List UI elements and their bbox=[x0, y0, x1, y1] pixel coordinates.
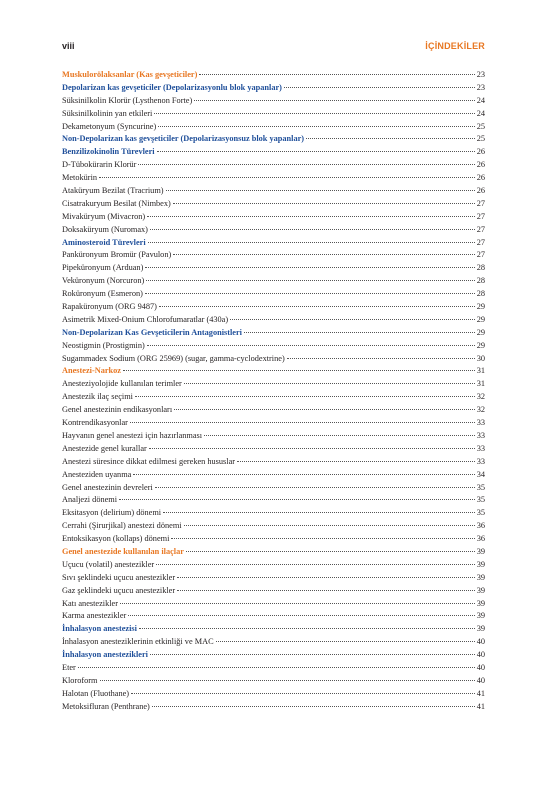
dot-leader bbox=[130, 421, 475, 423]
toc-entry[interactable] bbox=[62, 701, 485, 714]
dot-leader bbox=[244, 331, 475, 333]
toc-entry[interactable] bbox=[62, 688, 485, 701]
toc-entry[interactable] bbox=[62, 327, 485, 340]
dot-leader bbox=[133, 473, 474, 475]
toc-entry-title: Eksitasyon (delirium) dönemi bbox=[62, 508, 162, 518]
dot-leader bbox=[287, 357, 475, 359]
toc-entry-page: 26 bbox=[476, 173, 485, 183]
dot-leader bbox=[146, 279, 474, 281]
toc-entry[interactable] bbox=[62, 82, 485, 95]
toc-entry-title: Genel anestezinin devreleri bbox=[62, 482, 153, 492]
toc-entry-title: Cisatrakuryum Besilat (Nimbex) bbox=[62, 198, 171, 208]
toc-entry-page: 26 bbox=[476, 186, 485, 196]
toc-entry-page: 34 bbox=[476, 469, 485, 479]
toc-entry-title: Süksinilkolinin yan etkileri bbox=[62, 108, 153, 118]
toc-entry[interactable] bbox=[62, 417, 485, 430]
toc-entry-page: 32 bbox=[476, 392, 485, 402]
toc-entry-page: 39 bbox=[476, 546, 485, 556]
toc-entry[interactable] bbox=[62, 378, 485, 391]
dot-leader bbox=[154, 112, 474, 114]
toc-entry-title: Veküronyum (Norcuron) bbox=[62, 276, 145, 286]
toc-entry-title: Depolarizan kas gevşeticiler (Depolarizasyonlu blok yapanlar) bbox=[62, 82, 282, 92]
dot-leader bbox=[158, 125, 474, 127]
toc-entry-title: Muskulorölaksanlar (Kas gevşeticiler) bbox=[62, 70, 198, 79]
toc-entry[interactable] bbox=[62, 662, 485, 675]
toc-entry-page: 35 bbox=[476, 495, 485, 505]
dot-leader bbox=[174, 408, 475, 410]
toc-entry[interactable] bbox=[62, 198, 485, 211]
toc-entry-page: 39 bbox=[476, 559, 485, 569]
toc-entry[interactable] bbox=[62, 301, 485, 314]
toc-entry-title: Rapaküronyum (ORG 9487) bbox=[62, 302, 157, 312]
toc-entry-title: Neostigmin (Prostigmin) bbox=[62, 340, 145, 350]
toc-entry[interactable] bbox=[62, 69, 485, 82]
toc-entry[interactable] bbox=[62, 598, 485, 611]
dot-leader bbox=[284, 86, 475, 88]
toc-entry-page: 28 bbox=[476, 263, 485, 273]
toc-entry-title: Sıvı şeklindeki uçucu anestezikler bbox=[62, 572, 176, 582]
toc-entry-page: 39 bbox=[476, 598, 485, 608]
dot-leader bbox=[149, 447, 475, 449]
toc-entry-title: Hayvanın genel anestezi için hazırlanması bbox=[62, 430, 203, 440]
toc-entry-page: 33 bbox=[476, 443, 485, 453]
toc-entry-title: Metoksifluran (Penthrane) bbox=[62, 701, 150, 711]
toc-entry[interactable] bbox=[62, 456, 485, 469]
toc-entry[interactable] bbox=[62, 572, 485, 585]
toc-entry-page: 40 bbox=[476, 662, 485, 672]
dot-leader bbox=[119, 498, 475, 500]
toc-entry-title: Katı anestezikler bbox=[62, 598, 118, 608]
toc-entry[interactable] bbox=[62, 533, 485, 546]
toc-entry[interactable] bbox=[62, 211, 485, 224]
toc-entry-page: 27 bbox=[476, 224, 485, 234]
dot-leader bbox=[173, 253, 474, 255]
dot-leader bbox=[163, 511, 475, 513]
toc-entry[interactable] bbox=[62, 482, 485, 495]
dot-leader bbox=[135, 395, 475, 397]
dot-leader bbox=[152, 705, 475, 707]
toc-entry[interactable] bbox=[62, 623, 485, 636]
toc-entry-page: 39 bbox=[476, 624, 485, 634]
toc-entry-title: Genel anestezide kullanılan ilaçlar bbox=[62, 546, 184, 556]
toc-entry-page: 29 bbox=[476, 327, 485, 337]
toc-entry-page: 35 bbox=[476, 508, 485, 518]
dot-leader bbox=[100, 679, 475, 681]
toc-entry[interactable] bbox=[62, 121, 485, 134]
dot-leader bbox=[184, 382, 475, 384]
toc-entry-title: Pipeküronyum (Arduan) bbox=[62, 263, 144, 273]
toc-entry[interactable] bbox=[62, 675, 485, 688]
toc-entry-title: Ataküryum Bezilat (Tracrium) bbox=[62, 186, 164, 196]
toc-entry-title: Benzilizokinolin Türevleri bbox=[62, 147, 155, 157]
toc-entry[interactable] bbox=[62, 636, 485, 649]
toc-entry[interactable] bbox=[62, 507, 485, 520]
dot-leader bbox=[184, 524, 475, 526]
toc-entry-title: Anesteziyolojide kullanılan terimler bbox=[62, 379, 182, 389]
dot-leader bbox=[131, 692, 475, 694]
dot-leader bbox=[177, 589, 475, 591]
toc-entry[interactable] bbox=[62, 520, 485, 533]
toc-entry-page: 28 bbox=[476, 289, 485, 299]
toc-entry-page: 41 bbox=[476, 701, 485, 711]
toc-entry-title: Cerrahi (Şirurjikal) anestezi dönemi bbox=[62, 521, 182, 531]
dot-leader bbox=[237, 460, 475, 462]
toc-entry-page: 33 bbox=[476, 456, 485, 466]
toc-entry[interactable] bbox=[62, 262, 485, 275]
toc-entry-page: 36 bbox=[476, 534, 485, 544]
dot-leader bbox=[177, 576, 475, 578]
toc-entry-page: 23 bbox=[476, 82, 485, 92]
toc-entry-title: Kloroform bbox=[62, 675, 98, 685]
toc-entry-page: 23 bbox=[476, 70, 485, 79]
toc-entry-page: 35 bbox=[476, 482, 485, 492]
toc-entry[interactable] bbox=[62, 585, 485, 598]
toc-entry-page: 25 bbox=[476, 134, 485, 144]
toc-entry-title: Anesteziden uyanma bbox=[62, 469, 132, 479]
dot-leader bbox=[138, 163, 474, 165]
toc-entry[interactable] bbox=[62, 610, 485, 623]
toc-entry-title: Aminosteroid Türevleri bbox=[62, 237, 146, 247]
toc-entry-page: 28 bbox=[476, 276, 485, 286]
dot-leader bbox=[145, 292, 475, 294]
toc-entry-page: 27 bbox=[476, 211, 485, 221]
toc-entry[interactable] bbox=[62, 404, 485, 417]
dot-leader bbox=[159, 305, 475, 307]
toc-entry-page: 33 bbox=[476, 430, 485, 440]
toc-entry-page: 32 bbox=[476, 405, 485, 415]
dot-leader bbox=[155, 486, 475, 488]
toc-entry-title: Anestezi süresince dikkat edilmesi gereken hususlar bbox=[62, 456, 236, 466]
dot-leader bbox=[230, 318, 475, 320]
toc-entry[interactable] bbox=[62, 95, 485, 108]
toc-entry-page: 33 bbox=[476, 418, 485, 428]
toc-entry-title: Roküronyum (Esmeron) bbox=[62, 289, 143, 299]
toc-entry[interactable] bbox=[62, 314, 485, 327]
toc-entry[interactable] bbox=[62, 224, 485, 237]
toc-entry[interactable] bbox=[62, 185, 485, 198]
dot-leader bbox=[156, 563, 475, 565]
toc-entry-title: Asimetrik Mixed-Onium Chlorofumaratlar (430a) bbox=[62, 314, 229, 324]
dot-leader bbox=[145, 266, 474, 268]
toc-entry-title: Mivaküryum (Mivacron) bbox=[62, 211, 146, 221]
dot-leader bbox=[123, 369, 475, 371]
dot-leader bbox=[139, 627, 475, 629]
toc-entry-page: 27 bbox=[476, 198, 485, 208]
toc-entry[interactable] bbox=[62, 159, 485, 172]
toc-entry-title: Non-Depolarizan Kas Gevşeticilerin Antagonistleri bbox=[62, 327, 242, 337]
toc-entry-title: Gaz şeklindeki uçucu anestezikler bbox=[62, 585, 176, 595]
toc-entry-title: Kontrendikasyonlar bbox=[62, 418, 128, 428]
toc-entry-page: 31 bbox=[476, 379, 485, 389]
toc-entry-title: D-Tübokürarin Klorür bbox=[62, 160, 137, 170]
toc-entry-page: 39 bbox=[476, 585, 485, 595]
toc-entry-page: 29 bbox=[476, 302, 485, 312]
dot-leader bbox=[147, 215, 475, 217]
running-title: İÇİNDEKİLER bbox=[425, 41, 485, 51]
toc-entry-title: Uçucu (volatil) anestezikler bbox=[62, 559, 155, 569]
toc-entry-title: Anestezi-Narkoz bbox=[62, 366, 121, 376]
toc-entry-title: İnhalasyon anestezikleri bbox=[62, 650, 148, 660]
toc-entry-page: 27 bbox=[476, 250, 485, 260]
table-of-contents bbox=[62, 69, 485, 714]
toc-entry-title: Süksinilkolin Klorür (Lysthenon Forte) bbox=[62, 95, 193, 105]
toc-entry-page: 36 bbox=[476, 521, 485, 531]
toc-entry[interactable] bbox=[62, 108, 485, 121]
toc-entry[interactable] bbox=[62, 365, 485, 378]
toc-entry[interactable] bbox=[62, 353, 485, 366]
toc-entry-title: Karma anestezikler bbox=[62, 611, 127, 621]
dot-leader bbox=[194, 99, 474, 101]
toc-entry[interactable] bbox=[62, 133, 485, 146]
toc-entry-title: Non-Depolarizan kas gevşeticiler (Depolarizasyonsuz blok yapanlar) bbox=[62, 134, 305, 144]
toc-entry-page: 41 bbox=[476, 688, 485, 698]
toc-entry-page: 31 bbox=[476, 366, 485, 376]
toc-entry[interactable] bbox=[62, 430, 485, 443]
toc-entry[interactable] bbox=[62, 288, 485, 301]
dot-leader bbox=[186, 550, 475, 552]
toc-entry-title: Anestezik ilaç seçimi bbox=[62, 392, 133, 402]
toc-entry-page: 25 bbox=[476, 121, 485, 131]
toc-entry-page: 24 bbox=[476, 95, 485, 105]
dot-leader bbox=[150, 228, 475, 230]
toc-entry[interactable] bbox=[62, 469, 485, 482]
toc-entry[interactable] bbox=[62, 546, 485, 559]
toc-entry-title: İnhalasyon anesteziklerinin etkinliği ve MAC bbox=[62, 637, 214, 647]
toc-entry[interactable] bbox=[62, 249, 485, 262]
toc-entry-title: Doksaküryum (Nuromax) bbox=[62, 224, 148, 234]
toc-entry-title: Anestezide genel kurallar bbox=[62, 443, 147, 453]
toc-entry[interactable] bbox=[62, 237, 485, 250]
toc-entry-title: Entoksikasyon (kollaps) dönemi bbox=[62, 534, 170, 544]
dot-leader bbox=[147, 344, 475, 346]
dot-leader bbox=[128, 614, 474, 616]
toc-entry-page: 26 bbox=[476, 147, 485, 157]
toc-entry-title: İnhalasyon anestezisi bbox=[62, 624, 137, 634]
toc-entry-title: Genel anestezinin endikasyonları bbox=[62, 405, 173, 415]
toc-entry-title: Metokürin bbox=[62, 173, 98, 183]
toc-entry-title: Eter bbox=[62, 662, 76, 672]
dot-leader bbox=[78, 666, 475, 668]
dot-leader bbox=[216, 640, 475, 642]
toc-entry-page: 30 bbox=[476, 353, 485, 363]
toc-entry[interactable] bbox=[62, 391, 485, 404]
toc-entry-title: Analjezi dönemi bbox=[62, 495, 118, 505]
toc-entry-page: 29 bbox=[476, 314, 485, 324]
toc-entry[interactable] bbox=[62, 275, 485, 288]
dot-leader bbox=[99, 176, 475, 178]
dot-leader bbox=[306, 137, 475, 139]
dot-leader bbox=[120, 602, 475, 604]
dot-leader bbox=[173, 202, 475, 204]
toc-entry-title: Panküronyum Bromür (Pavulon) bbox=[62, 250, 172, 260]
page-header bbox=[62, 41, 485, 51]
toc-entry-page: 40 bbox=[476, 675, 485, 685]
toc-entry[interactable] bbox=[62, 494, 485, 507]
toc-entry-page: 39 bbox=[476, 611, 485, 621]
toc-entry[interactable] bbox=[62, 340, 485, 353]
toc-entry-page: 39 bbox=[476, 572, 485, 582]
dot-leader bbox=[199, 73, 474, 75]
toc-entry[interactable] bbox=[62, 559, 485, 572]
toc-entry-page: 40 bbox=[476, 650, 485, 660]
dot-leader bbox=[148, 241, 475, 243]
toc-entry-title: Sugammadex Sodium (ORG 25969) (sugar, gamma-cyclodextrine) bbox=[62, 353, 285, 363]
toc-entry-page: 27 bbox=[476, 237, 485, 247]
toc-entry[interactable] bbox=[62, 649, 485, 662]
dot-leader bbox=[204, 434, 475, 436]
dot-leader bbox=[171, 537, 474, 539]
toc-entry[interactable] bbox=[62, 443, 485, 456]
dot-leader bbox=[166, 189, 475, 191]
toc-entry-page: 29 bbox=[476, 340, 485, 350]
dot-leader bbox=[157, 150, 475, 152]
toc-entry-title: Dekametonyum (Syncurine) bbox=[62, 121, 157, 131]
dot-leader bbox=[150, 653, 475, 655]
toc-entry-page: 40 bbox=[476, 637, 485, 647]
toc-entry-title: Halotan (Fluothane) bbox=[62, 688, 130, 698]
page-number: viii bbox=[62, 41, 75, 51]
toc-entry-page: 24 bbox=[476, 108, 485, 118]
toc-entry[interactable] bbox=[62, 146, 485, 159]
toc-entry[interactable] bbox=[62, 172, 485, 185]
toc-entry-page: 26 bbox=[476, 160, 485, 170]
